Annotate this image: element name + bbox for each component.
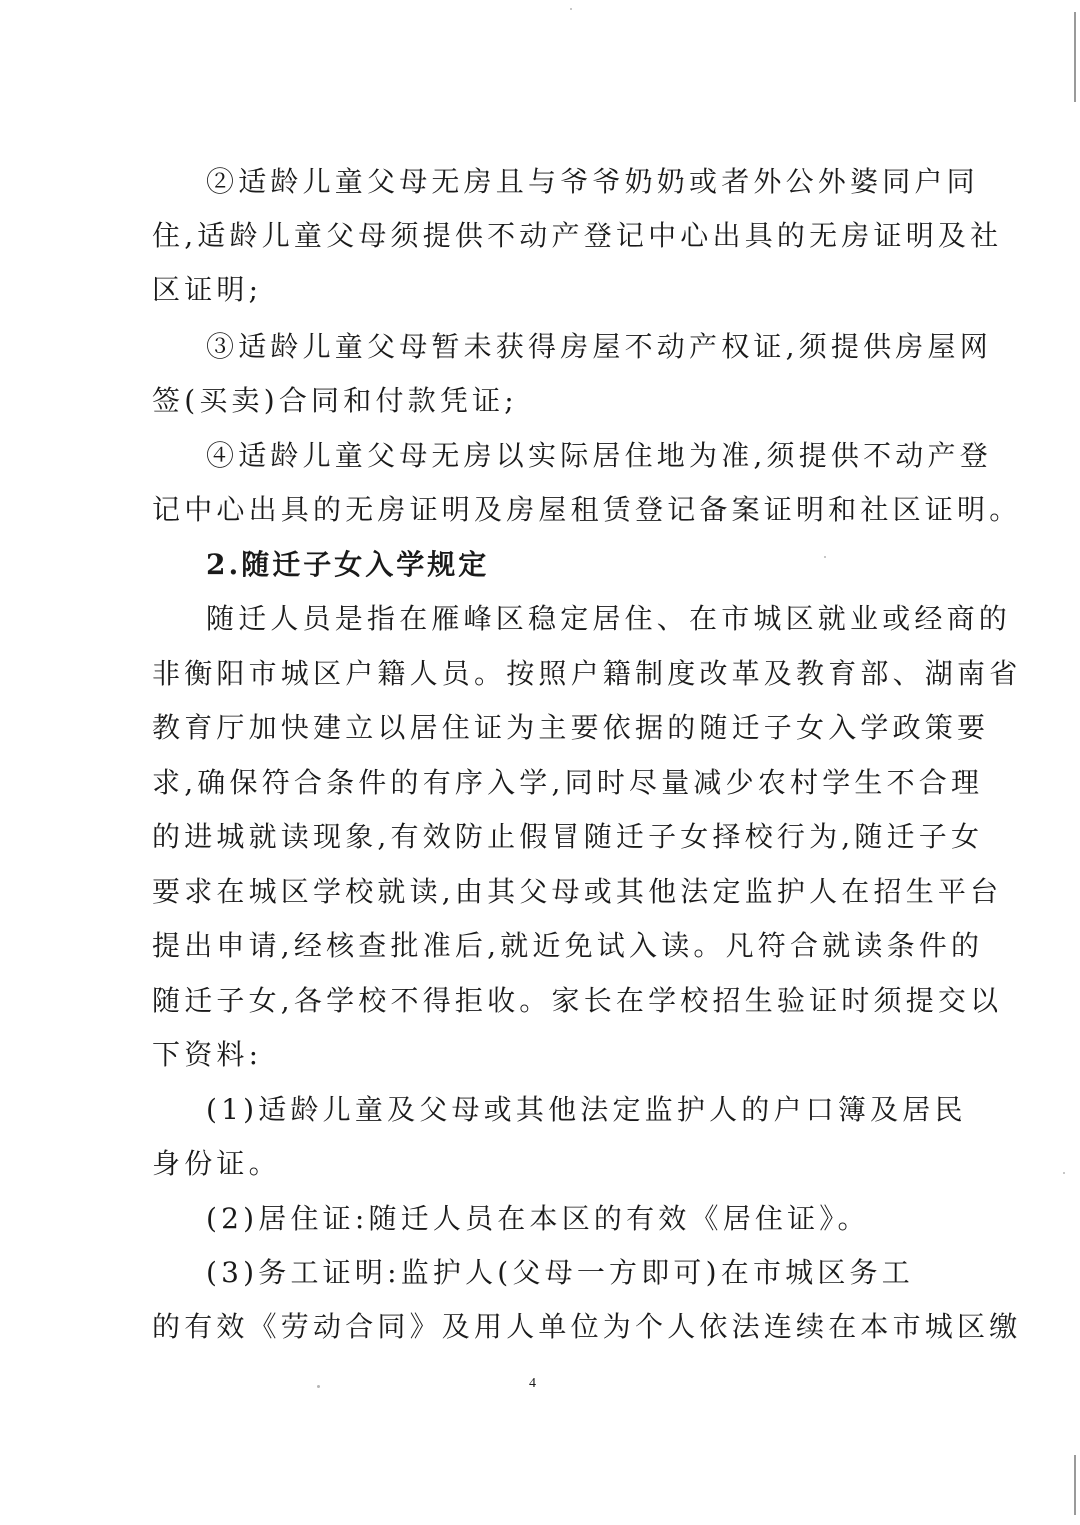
scan-speck bbox=[1063, 1172, 1065, 1174]
paragraph-line: 非衡阳市城区户籍人员。按照户籍制度改革及教育部、湖南省 bbox=[152, 657, 1022, 690]
paragraph-line: 教育厅加快建立以居住证为主要依据的随迁子女入学政策要 bbox=[152, 711, 990, 744]
scan-edge-mark bbox=[1074, 12, 1076, 102]
paragraph-line: ②适龄儿童父母无房且与爷爷奶奶或者外公外婆同户同 bbox=[206, 165, 979, 198]
paragraph-line: (2)居住证:随迁人员在本区的有效《居住证》。 bbox=[206, 1202, 870, 1235]
paragraph-line: 记中心出具的无房证明及房屋租赁登记备案证明和社区证明。 bbox=[152, 493, 1022, 526]
paragraph-line: 要求在城区学校就读,由其父母或其他法定监护人在招生平台 bbox=[152, 875, 1003, 908]
paragraph-line: 提出申请,经核查批准后,就近免试入读。凡符合就读条件的 bbox=[152, 929, 984, 962]
paragraph-line: 区证明; bbox=[152, 273, 263, 306]
page-number: 4 bbox=[529, 1376, 536, 1391]
scan-speck bbox=[570, 8, 572, 10]
paragraph-line: ④适龄儿童父母无房以实际居住地为准,须提供不动产登 bbox=[206, 439, 992, 472]
paragraph-line: 的进城就读现象,有效防止假冒随迁子女择校行为,随迁子女 bbox=[152, 820, 984, 853]
paragraph-line: (1)适龄儿童及父母或其他法定监护人的户口簿及居民 bbox=[206, 1093, 967, 1126]
paragraph-line: ③适龄儿童父母暂未获得房屋不动产权证,须提供房屋网 bbox=[206, 330, 992, 363]
paragraph-line: (3)务工证明:监护人(父母一方即可)在市城区务工 bbox=[206, 1256, 914, 1289]
scan-speck bbox=[824, 556, 826, 558]
section-heading: 2.随迁子女入学规定 bbox=[206, 548, 490, 581]
paragraph-line: 随迁子女,各学校不得拒收。家长在学校招生验证时须提交以 bbox=[152, 984, 1003, 1017]
paragraph-line: 下资料: bbox=[152, 1038, 263, 1071]
paragraph-line: 身份证。 bbox=[152, 1147, 281, 1180]
paragraph-line: 的有效《劳动合同》及用人单位为个人依法连续在本市城区缴 bbox=[152, 1310, 1022, 1343]
paragraph-line: 求,确保符合条件的有序入学,同时尽量减少农村学生不合理 bbox=[152, 766, 984, 799]
paragraph-line: 随迁人员是指在雁峰区稳定居住、在市城区就业或经商的 bbox=[206, 602, 1012, 635]
paragraph-line: 签(买卖)合同和付款凭证; bbox=[152, 384, 518, 417]
paragraph-line: 住,适龄儿童父母须提供不动产登记中心出具的无房证明及社 bbox=[152, 219, 1003, 252]
scan-speck bbox=[317, 1385, 320, 1388]
scan-edge-mark bbox=[1074, 1455, 1076, 1515]
